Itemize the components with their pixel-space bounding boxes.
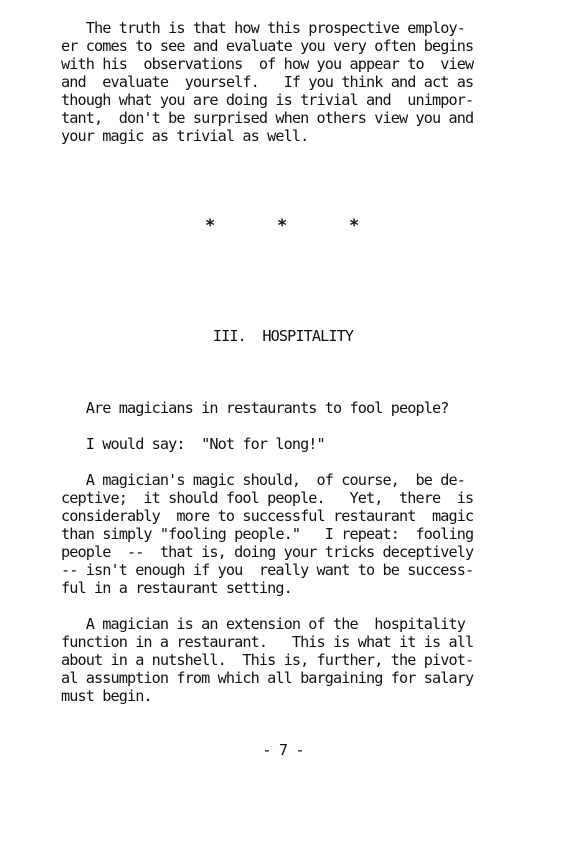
answer-line: I would say: "Not for long!": [61, 435, 325, 453]
text-line: than simply "fooling people." I repeat: fooling: [61, 525, 474, 543]
text-line: er comes to see and evaluate you very often begins: [61, 37, 474, 55]
page-number: - 7 -: [262, 741, 304, 759]
text-line: about in a nutshell. This is, further, the pivot-: [61, 651, 474, 669]
separator-star: *: [205, 216, 215, 236]
text-line: and evaluate yourself. If you think and act as: [61, 73, 474, 91]
text-line: al assumption from which all bargaining for salary: [61, 669, 474, 687]
text-line: considerably more to successful restaurant magic: [61, 507, 474, 525]
text-line: must begin.: [61, 687, 152, 705]
text-line: The truth is that how this prospective employ-: [61, 19, 465, 37]
text-line: with his observations of how you appear to view: [61, 55, 474, 73]
section-heading: III. HOSPITALITY: [212, 327, 354, 345]
separator-star: *: [349, 216, 359, 236]
text-line: your magic as trivial as well.: [61, 127, 309, 145]
section-separator: [0, 216, 566, 236]
text-line: A magician is an extension of the hospitality: [61, 615, 465, 633]
question-line: Are magicians in restaurants to fool people?: [61, 399, 449, 417]
text-line: function in a restaurant. This is what it is all: [61, 633, 474, 651]
text-line: A magician's magic should, of course, be de-: [61, 471, 465, 489]
separator-star: *: [277, 216, 287, 236]
text-line: -- isn't enough if you really want to be success-: [61, 561, 474, 579]
text-line: ceptive; it should fool people. Yet, there is: [61, 489, 474, 507]
text-line: ful in a restaurant setting.: [61, 579, 292, 597]
text-line: people -- that is, doing your tricks deceptively: [61, 543, 474, 561]
text-line: tant, don't be surprised when others view you and: [61, 109, 474, 127]
text-line: though what you are doing is trivial and unimpor-: [61, 91, 474, 109]
